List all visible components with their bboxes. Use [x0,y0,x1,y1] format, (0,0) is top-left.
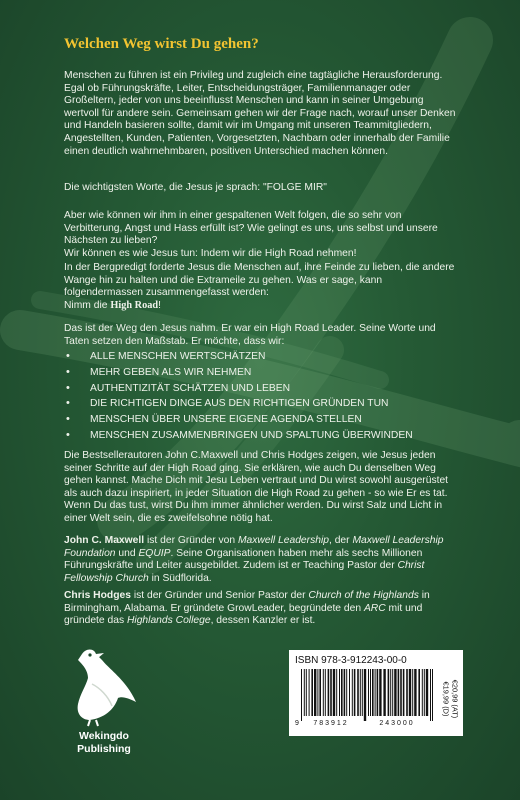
question-paragraph: Aber wie können wir ihm in einer gespaltenen Welt folgen, die so sehr von Verbitterung, Angst und Hass erfüllt ist? Wie gelingt es uns, uns selbst und unsere Nächsten zu lieben? [64,210,438,247]
bio-text: , der [328,535,353,546]
barcode-bar [364,669,366,721]
list-item: • ALLE MENSCHEN WERTSCHÄTZEN [66,349,458,365]
back-cover-heading: Welchen Weg wirst Du gehen? [64,36,259,52]
barcode-bar [339,669,340,716]
barcode-bar [349,669,350,716]
bio-org: Highlands College [126,615,211,627]
barcode-bar [424,669,425,716]
isbn-number: ISBN 978-3-912243-00-0 [295,655,407,666]
bio-text: in Südflorida. [148,572,212,584]
bio-org: Church of the Highlands [308,590,419,601]
barcode-bar [319,669,321,716]
barcode-bar [360,669,361,716]
barcode-bar [430,669,431,721]
bio-org: Maxwell Leadership [237,535,329,546]
barcode-bar [379,669,381,716]
barcode-bar [383,669,385,716]
author-name-hodges: Chris Hodges [64,590,131,601]
barcode-bar [426,669,428,716]
barcode-bar [390,669,391,716]
bio-text: und [115,547,139,559]
take-high-road-bold: High Road [110,300,159,311]
barcode-bar [368,669,369,716]
quote-line: Die wichtigsten Worte, die Jesus je sprach: "FOLGE MIR" [64,182,327,193]
barcode-bar [336,669,337,716]
bio-text: mit und gründete das [64,602,423,627]
isbn-barcode-box [289,650,463,736]
barcode-bar [388,669,390,716]
bio-org: EQUIP [138,547,171,559]
barcode-bar [412,669,413,716]
barcode-bar [406,669,408,716]
bio-text: , dessen Kanzler er ist. [210,615,316,627]
barcode-bar [357,669,359,716]
take-high-road-line [64,300,456,313]
barcode-bar [341,669,343,716]
barcode-bar [370,669,371,716]
barcode-bar [301,669,302,721]
sermon-paragraph: In der Bergpredigt forderte Jesus die Menschen auf, ihre Feinde zu lieben, die andere Wange hin zu halten und die Extrameile zu gehen. Was er sage, kann folgendermassen zusammengefasst werden: [64,262,455,299]
list-item: • MENSCHEN ÜBER UNSERE EIGENE AGENDA STELLEN [66,412,458,428]
values-list [66,349,458,444]
barcode-digits-left: 783912 [313,720,349,727]
price-de: €19,99 (D) [441,681,451,717]
price-at: €20,99 (AT) [450,679,460,719]
publisher-line2: Publishing [77,742,131,755]
barcode-bar [346,669,347,716]
bio-text: ist der Gründer und Senior Pastor der [130,590,309,601]
barcode-bar [400,669,402,716]
barcode-bar [333,669,335,716]
author-name-maxwell: John C. Maxwell [64,535,145,546]
bio-org: ARC [363,602,386,614]
list-item: • MEHR GEBEN ALS WIR NEHMEN [66,365,458,381]
barcode-bar [323,669,324,716]
barcode-bar [314,669,316,716]
publisher-line1: Wekingdo [79,730,129,742]
bio-text: . Seine Organisationen haben mehr als sechs Millionen Führungskräfte und Leiter ausgebildet. Zudem ist er Teaching Pastor der [64,547,423,572]
answer-line: Wir können es wie Jesus tun: Indem wir die High Road nehmen! [64,248,357,259]
barcode-bar [344,669,346,716]
bio-org: Maxwell Leadership Foundation [64,535,444,559]
barcode-bar [304,669,305,716]
barcode-bar [398,669,400,716]
way-paragraph: Das ist der Weg den Jesus nahm. Er war ein High Road Leader. Seine Worte und Taten setzen den Maßstab. Er möchte, dass wir: [64,323,436,347]
barcode-bar [414,669,416,716]
bio-hodges [64,590,456,628]
barcode-bar [306,669,307,716]
bio-maxwell [64,535,456,585]
barcode-bar [325,669,326,716]
barcode-digits-right: 243000 [379,720,415,727]
barcode-bar [422,669,423,716]
bio-org: Christ Fellowship Church [64,560,425,584]
barcode-bar [328,669,330,716]
barcode-bar [403,669,405,716]
list-item: • AUTHENTIZITÄT SCHÄTZEN UND LEBEN [66,381,458,397]
barcode-bar [432,669,433,721]
intro-paragraph: Menschen zu führen ist ein Privileg und zugleich eine tagtägliche Herausforderung. Egal ob Führungskräfte, Leiter, Entscheidungsträger, Familienmanager oder Großeltern, jeder von uns beeinflusst Menschen und kann in seiner Umgebung wertvoll für andere sein. Gemeinsam gehen wir der Frage nach, worauf unser Denken und Handeln basieren sollte, damit wir im Umgang mit unseren Teammitgliedern, Angestellten, Kunden, Patienten, Vorgesetzten, Nachbarn oder innerhalb der Familie einen deutlich wahrnehmbaren, positiven Unterschied machen können. [64,70,456,157]
list-item: • DIE RICHTIGEN DINGE AUS DEN RICHTIGEN GRÜNDEN TUN [66,396,458,412]
price-block [440,666,460,732]
barcode-bar [394,669,396,716]
barcode-bar [352,669,353,716]
barcode-bar [330,669,332,716]
dove-logo-icon [68,640,140,728]
barcode-bar [392,669,393,716]
bio-text: ist der Gründer von [144,535,238,546]
barcode-icon [293,669,439,727]
barcode-bar [409,669,411,716]
authors-paragraph: Die Bestsellerautoren John C.Maxwell und Chris Hodges zeigen, wie Jesus jeden seiner Schritte auf der High Road ging. Sie erklären, wie auch Du denselben Weg gehen kannst. Mache Dich mit Jesu Leben vertraut und Du wirst sowohl ausgerüstet als auch dazu inspiriert, in jeder Situation die High Road zu gehen - so wie Er es tat. Wenn Du das tust, wirst Du ihm immer ähnlicher werden. Du wirst Salz und Licht in einer Welt sein, die es zweifelsohne nötig hat. [64,450,449,524]
barcode-bar [317,669,318,716]
barcode-digit-first: 9 [295,720,299,727]
barcode-bar [372,669,374,716]
barcode-bar [311,669,313,716]
bio-text: in Birmingham, Alabama. Er gründete GrowLeader, begründete den [64,590,430,614]
barcode-bar [354,669,356,716]
take-suffix: ! [158,300,161,311]
barcode-bar [377,669,379,716]
barcode-bar [309,669,310,716]
publisher-name [58,730,150,755]
take-prefix: Nimm die [64,300,111,311]
list-item: • MENSCHEN ZUSAMMENBRINGEN UND SPALTUNG ÜBERWINDEN [66,428,458,444]
barcode-bar [418,669,420,716]
barcode-bar [362,669,363,716]
barcode-bar [375,669,376,716]
